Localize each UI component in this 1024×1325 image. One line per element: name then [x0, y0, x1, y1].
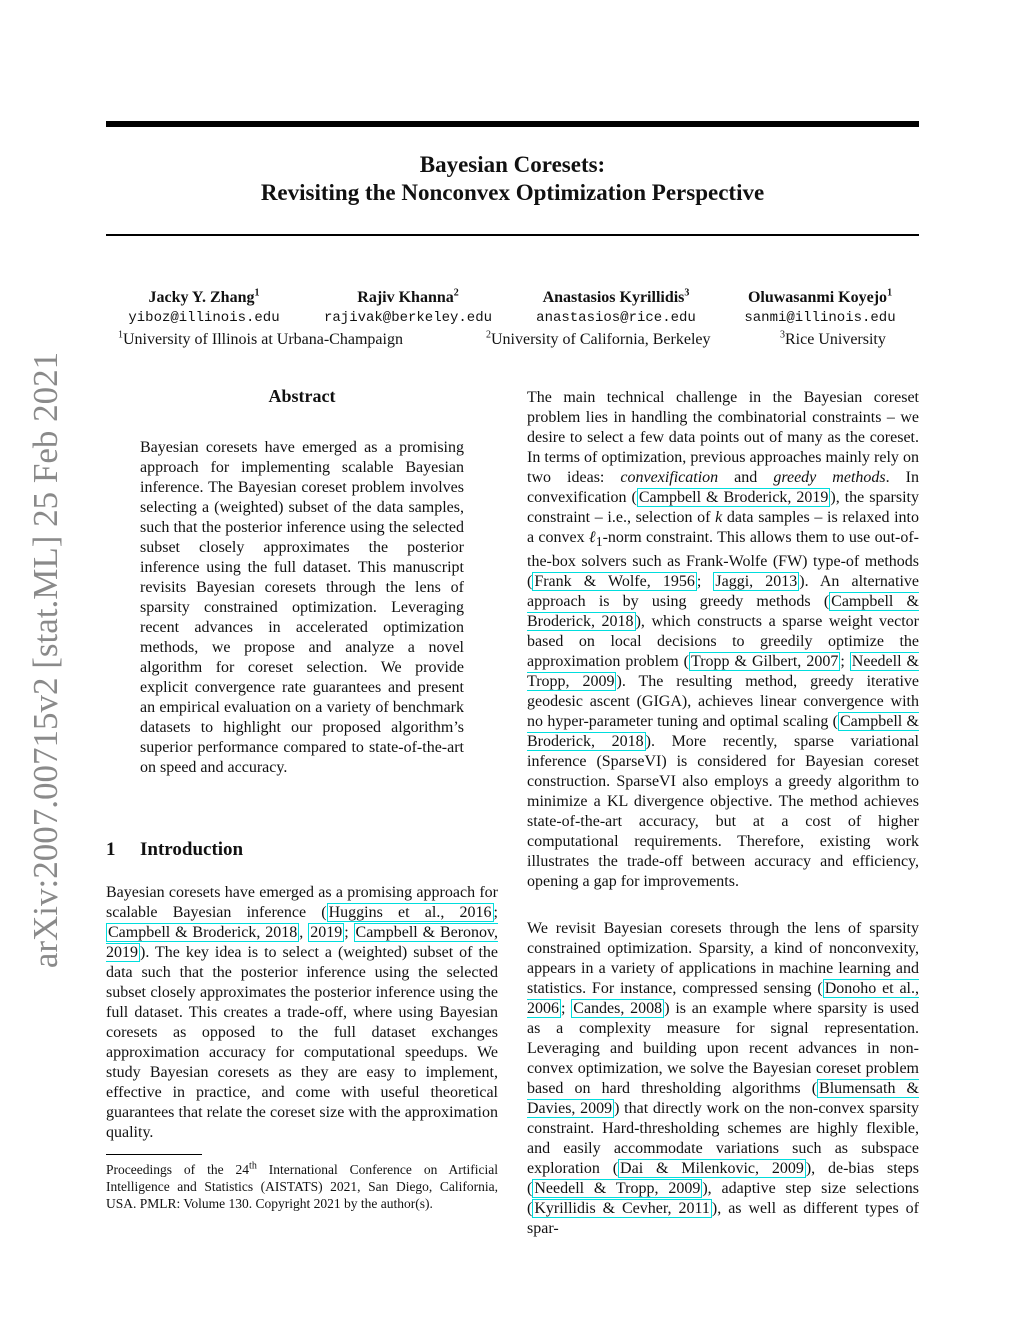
citation-link[interactable]: 2019 — [310, 924, 343, 941]
author-name: Anastasios Kyrillidis$^3$ — [542, 287, 690, 306]
citation-link[interactable]: Candes, 2008 — [573, 1000, 663, 1017]
citation-link[interactable]: Campbell & Broderick, 2019 — [638, 489, 829, 506]
citation-link[interactable]: Needell & Tropp, 2009 — [534, 1180, 701, 1197]
citation-link[interactable]: Campbell & Broderick, 2018 — [108, 924, 298, 941]
author-3 — [520, 288, 712, 328]
author-email-link[interactable]: rajivak@berkeley.edu — [323, 310, 493, 326]
footnote: Proceedings of the 24th International Conference on Artificial Intelligence and Statistics (AISTATS) 2021, San Diego, California, USA. PMLR: Volume 130. Copyright 2021 by the author(s). — [106, 1160, 498, 1211]
title-top-rule — [106, 121, 919, 127]
abstract-heading: Abstract — [268, 386, 336, 406]
citation-link[interactable]: Blumensath & Davies, 2009 — [527, 1080, 919, 1117]
citation-link[interactable]: Campbell & Broderick, 2018 — [527, 713, 920, 751]
title-bottom-rule — [106, 234, 919, 236]
author-name: Jacky Y. Zhang$^1$ — [148, 287, 260, 306]
citation-link[interactable]: Campbell & Broderick, 2018 — [527, 593, 919, 631]
citation-link[interactable]: Donoho et al., 2006 — [527, 980, 919, 1017]
author-name: Rajiv Khanna$^2$ — [357, 287, 459, 306]
citation-link[interactable]: Needell & Tropp, 2009 — [527, 653, 920, 691]
section-heading-introduction — [106, 839, 243, 861]
citation-link[interactable]: Dai & Milenkovic, 2009 — [620, 1160, 804, 1177]
author-4 — [730, 288, 910, 328]
section-title: Introduction — [140, 839, 244, 860]
citation-link[interactable]: Tropp & Gilbert, 2007 — [690, 653, 839, 671]
author-email-link[interactable]: sanmi@illinois.edu — [744, 310, 896, 326]
author-1 — [116, 288, 292, 328]
title-line-2: Revisiting the Nonconvex Optimization Perspective — [260, 180, 765, 205]
citation-link[interactable]: Frank & Wolfe, 1956 — [534, 573, 695, 591]
citation-link[interactable]: Huggins et al., 2016 — [328, 904, 492, 921]
paper-title — [106, 151, 919, 207]
intro-paragraph: Bayesian coresets have emerged as a promising approach for scalable Bayesian inference ( Huggins et al., 2016 ; Campbell & Broderick, 2018 , 2019 ; Campbell & Beronov, 2019 ). The key idea is to select a (weighted) subset of the data such that the posterior inference using the selected subset closely approximates the posterior inference using the full dataset. This creates a trade-off, where using Bayesian coresets as opposed to the full dataset exchanges approximation accuracy for computational speedups. We study Bayesian coresets as they are easy to implement, effective in practice, and come with useful theoretical guarantees that relate the coreset size with the approximation quality. — [106, 884, 499, 1141]
affiliation-2: $^2$University of California, Berkeley — [486, 329, 711, 348]
title-line-1: Bayesian Coresets: — [419, 152, 606, 177]
author-name: Oluwasanmi Koyejo$^1$ — [747, 287, 893, 306]
affiliation-3: $^3$Rice University — [780, 329, 886, 348]
footnote-rule — [106, 1154, 202, 1155]
citation-link[interactable]: Campbell & Beronov, 2019 — [106, 924, 499, 961]
citation-link[interactable]: Kyrillidis & Cevher, 2011 — [534, 1200, 710, 1217]
right-column-paragraph-2: We revisit Bayesian coresets through the lens of sparsity constrained optimization. Sparsity, a kind of nonconvexity, appears in a variety of applications in machine learning and statistics. For instance, compressed sensing ( Donoho et al., 2006 ; Candes, 2008 ) is an example where sparsity is used as a complexity measure for signal representation. Leveraging and building upon recent advances in non-convex optimization, we solve the Bayesian coreset problem based on hard thresholding algorithms ( Blumensath & Davies, 2009 ) that directly work on the non-convex sparsity constraint. Hard-thresholding schemes are highly flexible, and easily accommodate variations such as subspace exploration ( Dai & Milenkovic, 2009 ), de-bias steps ( Needell & Tropp, 2009 ), adaptive step size selections ( Kyrillidis & Cevher, 2011 ), as well as different types of spar- — [527, 920, 920, 1237]
citation-link[interactable]: Jaggi, 2013 — [715, 573, 798, 591]
author-email-link[interactable]: yiboz@illinois.edu — [128, 310, 280, 326]
arxiv-identifier: arXiv:2007.00715v2 [stat.ML] 25 Feb 2021 — [26, 351, 65, 969]
author-2 — [312, 288, 504, 328]
right-column-paragraph-1: The main technical challenge in the Bayesian coreset problem lies in handling the combinatorial constraints – we desire to select a few data points out of many as the coreset. In terms of optimization, previous approaches mainly rely on two ideas: convexification and greedy methods. In convexification ( Campbell & Broderick, 2019 ), the sparsity constraint – i.e., selection of k data samples – is relaxed into a convex ℓ$_1$-norm constraint. This allows them to use out-of-the-box solvers such as Frank-Wolfe (FW) type-of methods ( Frank & Wolfe, 1956 ; Jaggi, 2013 ). An alternative approach is by using greedy methods ( Campbell & Broderick, 2018 ), which constructs a sparse weight vector based on local decisions to greedily optimize the approximation problem ( Tropp & Gilbert, 2007 ; Needell & Tropp, 2009 ). The resulting method, greedy iterative geodesic ascent (GIGA), achieves linear convergence with no hyper-parameter tuning and optimal scaling ( Campbell & Broderick, 2018 ). More recently, sparse variational inference (SparseVI) is considered for Bayesian coreset construction. SparseVI also employs a greedy algorithm to minimize a KL divergence objective. The method achieves state-of-the-art accuracy, but at a cost of higher computational requirements. Therefore, existing work illustrates the trade-off between accuracy and efficiency, opening a gap for improvements. — [527, 389, 920, 891]
section-number: 1 — [106, 839, 116, 860]
author-email-link[interactable]: anastasios@rice.edu — [536, 310, 696, 326]
affiliation-1: $^1$University of Illinois at Urbana-Champaign — [118, 329, 403, 348]
abstract-text: Bayesian coresets have emerged as a promising approach for implementing scalable Bayesian inference. The Bayesian coreset problem involves selecting a (weighted) subset of the data samples, such that the posterior inference using the selected subset closely approximates the posterior inference using the full dataset. This manuscript revisits Bayesian coresets through the lens of sparsity constrained optimization. Leveraging recent advances in accelerated optimization methods, we propose and analyze a novel algorithm for coreset selection. We provide explicit convergence rate guarantees and present an empirical evaluation on a variety of benchmark datasets to highlight our proposed algorithm’s superior performance compared to state-of-the-art on speed and accuracy. — [140, 439, 464, 776]
